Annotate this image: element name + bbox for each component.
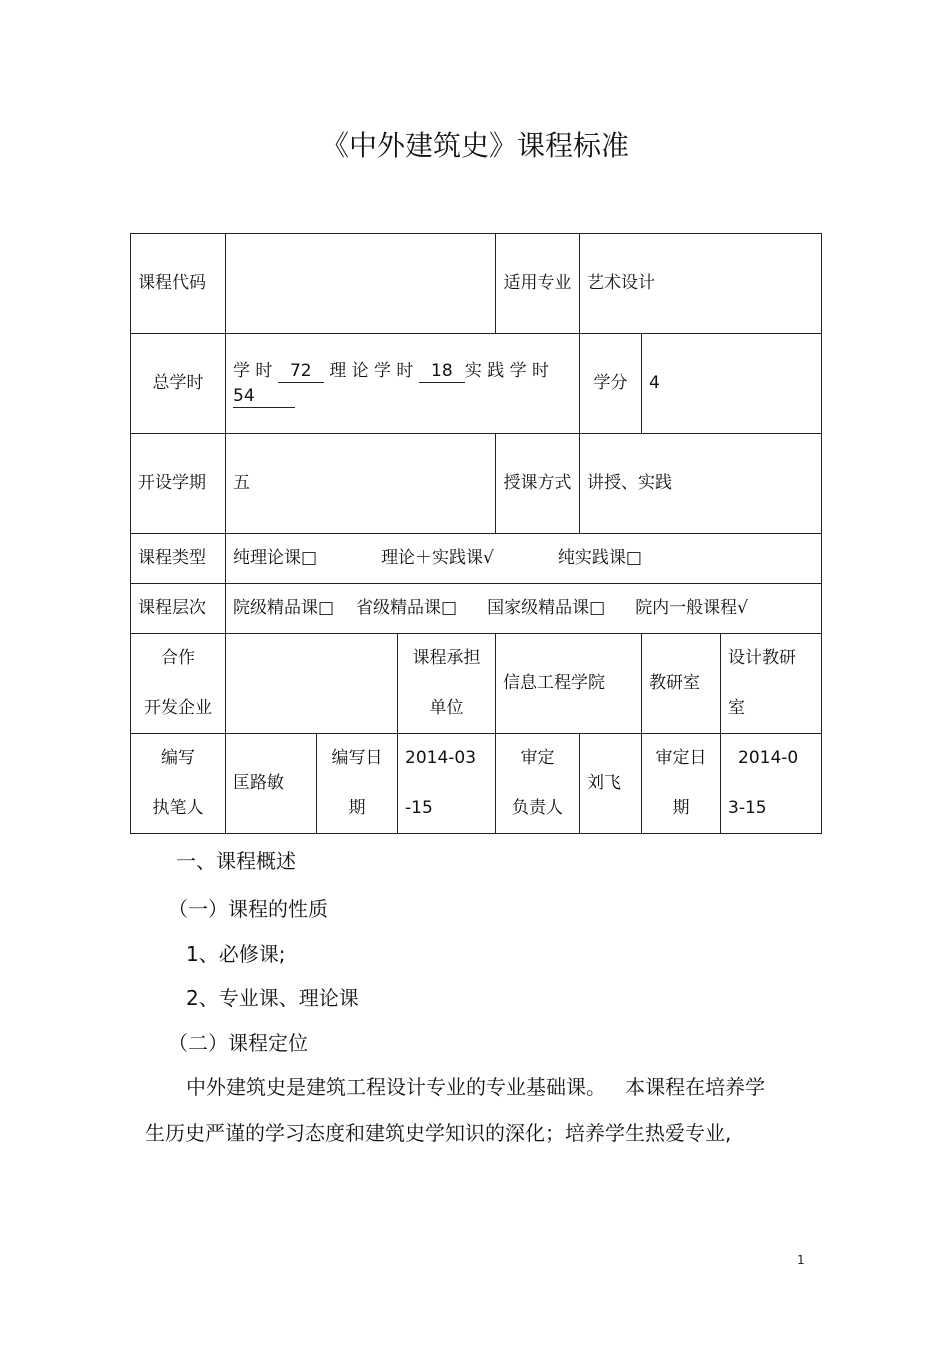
label-teaching-method: 授课方式 xyxy=(496,434,580,534)
row-cooperation xyxy=(131,634,822,734)
course-level-option-2: 省级精品课□ xyxy=(356,598,458,618)
value-course-level xyxy=(226,584,822,634)
value-teaching-method: 讲授、实践 xyxy=(580,434,822,534)
value-office: 设计教研 室 xyxy=(721,634,822,734)
course-type-option-3: 纯实践课□ xyxy=(557,548,642,568)
label-credit: 学分 xyxy=(580,334,642,434)
theory-hours: 18 xyxy=(419,360,465,383)
label-total-hours: 总学时 xyxy=(131,334,226,434)
label-review-date: 审定日 期 xyxy=(642,734,721,834)
row-course-type xyxy=(131,534,822,584)
paragraph-line-2: 生历史严谨的学习态度和建筑史学知识的深化；培养学生热爱专业, xyxy=(145,1121,732,1145)
theory-hours-label: 理 论 学 时 xyxy=(329,360,414,381)
label-applicable-major: 适用专业 xyxy=(496,234,580,334)
practice-hours: 54 xyxy=(233,385,295,408)
subsection-heading-nature: （一）课程的性质 xyxy=(168,897,328,921)
course-type-option-1: 纯理论课□ xyxy=(233,548,318,568)
label-office: 教研室 xyxy=(642,634,721,734)
row-total-hours xyxy=(131,334,822,434)
value-course-type xyxy=(226,534,822,584)
row-course-code xyxy=(131,234,822,334)
label-course-code: 课程代码 xyxy=(131,234,226,334)
course-type-option-2: 理论＋实践课√ xyxy=(381,548,494,568)
course-level-option-1: 院级精品课□ xyxy=(233,598,335,618)
value-cooperative-company xyxy=(226,634,398,734)
course-level-option-4: 院内一般课程√ xyxy=(635,598,749,618)
label-semester: 开设学期 xyxy=(131,434,226,534)
value-total-hours xyxy=(226,334,580,434)
course-info-table xyxy=(130,233,822,834)
value-semester: 五 xyxy=(226,434,496,534)
row-authorship xyxy=(131,734,822,834)
section-heading-overview: 一、课程概述 xyxy=(176,849,296,873)
list-item-professional: 2、专业课、理论课 xyxy=(186,986,359,1010)
label-course-type: 课程类型 xyxy=(131,534,226,584)
hours-prefix: 学 时 xyxy=(233,360,273,381)
value-reviewer: 刘飞 xyxy=(580,734,642,834)
label-reviewer: 审定 负责人 xyxy=(496,734,580,834)
hours-total: 72 xyxy=(278,360,324,383)
value-course-code xyxy=(226,234,496,334)
practice-hours-label: 实 践 学 时 xyxy=(464,360,550,381)
value-writer: 匡路敏 xyxy=(226,734,317,834)
list-item-required: 1、必修课; xyxy=(186,942,286,966)
row-semester xyxy=(131,434,822,534)
value-course-unit: 信息工程学院 xyxy=(496,634,642,734)
label-cooperative-company: 合作 开发企业 xyxy=(131,634,226,734)
subsection-heading-positioning: （二）课程定位 xyxy=(168,1031,308,1055)
course-level-option-3: 国家级精品课□ xyxy=(487,598,606,618)
label-write-date: 编写日 期 xyxy=(317,734,398,834)
value-write-date: 2014-03 -15 xyxy=(398,734,496,834)
label-course-level: 课程层次 xyxy=(131,584,226,634)
value-review-date: 2014-0 3-15 xyxy=(721,734,822,834)
page-number: 1 xyxy=(797,1253,805,1267)
paragraph-line-1: 中外建筑史是建筑工程设计专业的专业基础课。 本课程在培养学 xyxy=(186,1075,766,1099)
value-credit: 4 xyxy=(642,334,822,434)
label-writer: 编写 执笔人 xyxy=(131,734,226,834)
row-course-level xyxy=(131,584,822,634)
document-title: 《中外建筑史》课程标准 xyxy=(320,129,629,162)
value-applicable-major: 艺术设计 xyxy=(580,234,822,334)
label-course-unit: 课程承担 单位 xyxy=(398,634,496,734)
